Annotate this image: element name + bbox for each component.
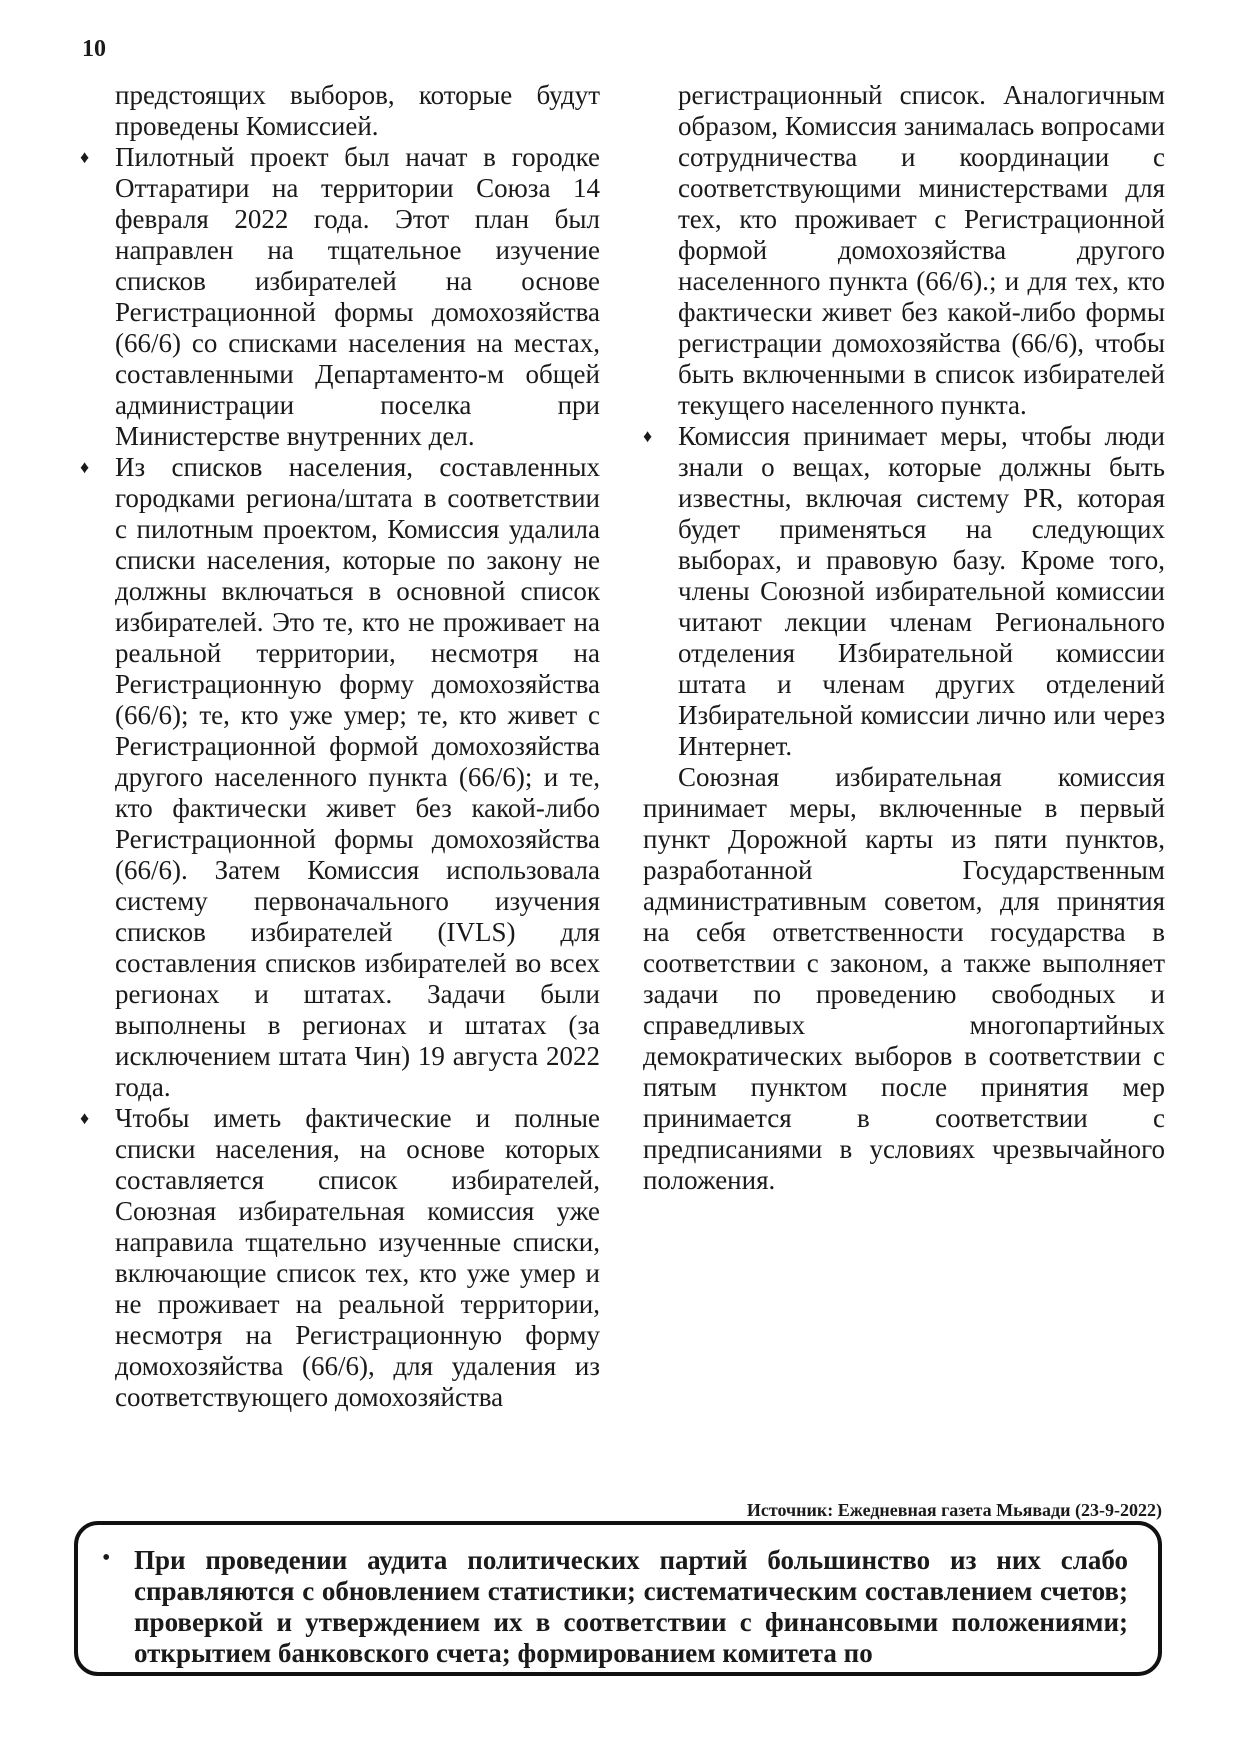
diamond-bullet-icon: ♦ (80, 1108, 90, 1128)
bullet-text: Комиссия принимает меры, чтобы люди знали о вещах, которые должны быть известны, включая систему PR, которая будет применяться на следующих выборах, и правовую базу. Кроме того, члены Союзной избирательной комиссии читают лекции членам Регионального отделения Избирательной комиссии штата и членам других отделений Избирательной комиссии лично или через Интернет. (678, 421, 1165, 761)
bullet-text: Пилотный проект был начат в городке Оттаратири на территории Союза 14 февраля 2022 года. Этот план был направлен на тщательное изучение списков избирателей на основе Регистрационной формы домохозяйства (66/6) со списками населения на местах, составленными Департаменто-м общей администрации поселка при Министерстве внутренних дел. (115, 142, 600, 451)
diamond-bullet-icon: ♦ (80, 457, 90, 477)
list-item (643, 421, 1165, 762)
callout-text: При проведении аудита политических партий большинство из них слабо справляются с обновлением статистики; систематическим составлением счетов; проверкой и утверждением их в соответствии с финансовыми положениями; открытием банковского счета; формированием комитета по (134, 1545, 1128, 1668)
diamond-bullet-icon: ♦ (643, 426, 653, 446)
bullet-text: Чтобы иметь фактические и полные списки населения, на основе которых составляется список избирателей, Союзная избирательная комиссия уже направила тщательно изученные списки, включающие список тех, кто уже умер и не проживает на реальной территории, несмотря на Регистрационную форму домохозяйства (66/6), для удаления из соответствующего домохозяйства (115, 1103, 600, 1412)
page-number: 10 (82, 36, 106, 62)
body-paragraph: Союзная избирательная комиссия принимает меры, включенные в первый пункт Дорожной карты из пяти пунктов, разработанной Государственным административным советом, для принятия на себя ответственности государства в соответствии с законом, а также выполняет задачи по проведению свободных и справедливых многопартийных демократических выборов в соответствии с пятым пунктом после принятия мер принимается в соответствии с предписаниями в условиях чрезвычайного положения. (643, 762, 1165, 1195)
bullet-text: Из списков населения, составленных городками региона/штата в соответствии с пилотным проектом, Комиссия удалила списки населения, которые по закону не должны включаться в основной список избирателей. Это те, кто не проживает на реальной территории, несмотря на Регистрационную форму домохозяйства (66/6); те, кто уже умер; те, кто живет с Регистрационной формой домохозяйства другого населенного пункта (66/6); и те, кто фактически живет без какой-либо Регистрационной формы домохозяйства (66/6). Затем Комиссия использовала систему первоначального изучения списков избирателей (IVLS) для составления списков избирателей во всех регионах и штатах. Задачи были выполнены в регионах и штатах (за исключением штата Чин) 19 августа 2022 года. (115, 452, 600, 1102)
diamond-bullet-icon: ♦ (80, 147, 90, 167)
bullet-dot-icon: • (102, 1545, 111, 1571)
left-column (80, 80, 600, 1413)
callout-box (74, 1521, 1162, 1676)
continued-text: регистрационный список. Аналогичным образом, Комиссия занималась вопросами сотрудничества и координации с соответствующими министерствами для тех, кто проживает с Регистрационной формой домохозяйства другого населенного пункта (66/6).; и для тех, кто фактически живет без какой-либо формы регистрации домохозяйства (66/6), чтобы быть включенными в список избирателей текущего населенного пункта. (678, 80, 1165, 420)
source-citation: Источник: Ежедневная газета Мьявади (23-9-2022) (746, 1500, 1162, 1520)
list-item (80, 1103, 600, 1413)
list-item (80, 142, 600, 452)
right-column (643, 80, 1165, 1196)
list-item (80, 452, 600, 1103)
continued-text: предстоящих выборов, которые будут проведены Комиссией. (115, 80, 600, 141)
